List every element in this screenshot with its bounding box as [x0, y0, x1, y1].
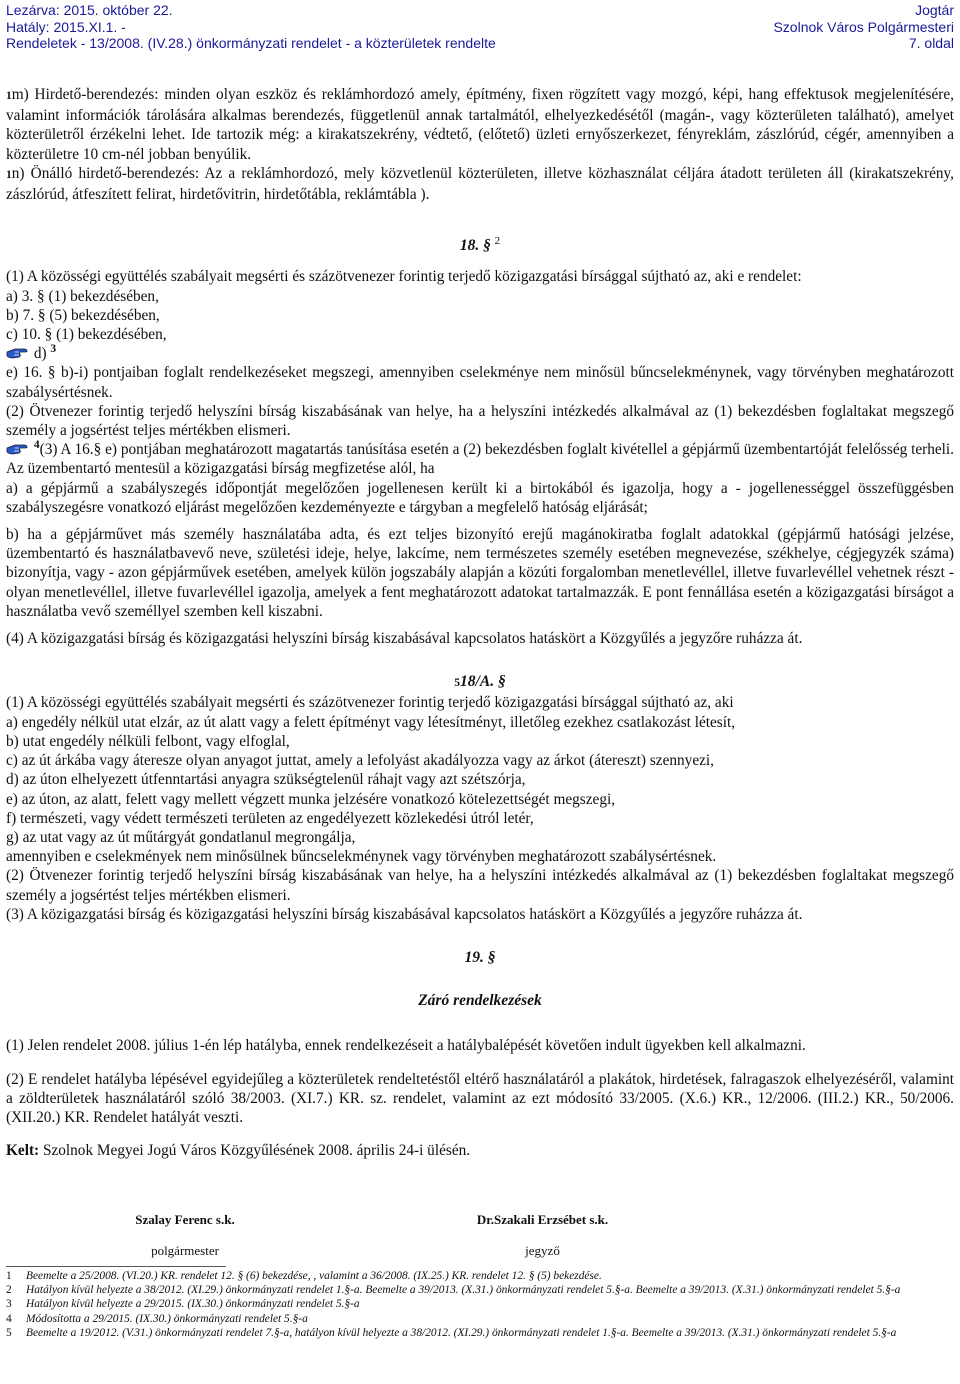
- s18a-p1: (1) A közösségi együttélés szabályait megsérti és százötvenezer forintig terjedő közigazgatási bírsággal sújtható az, aki: [6, 694, 734, 712]
- s18a-item: e) az úton, az alatt, felett vagy mellett végzett munka jelzésére vonatkozó kötelezettségét megszegi,: [6, 790, 616, 808]
- footnote-ref[interactable]: 1: [6, 90, 12, 102]
- header-closed-date: Lezárva: 2015. október 22.: [6, 2, 173, 18]
- footnote-divider: [6, 1266, 226, 1267]
- s18-p3: $^4$(3) A 16.§ e) pontjában meghatározott magatartás tanúsítása esetén a (2) bekezdésben foglalt kivétellel a gépjármű üzembentartóját felelősség terheli. Az üzembentartó mentesül a közigazgatási bírság megfizetése alól, ha: [6, 439, 954, 478]
- s18a-item: a) engedély nélkül utat elzár, az út alatt vagy a felett építményt vagy létesítményt, illetőleg ezekhez csatlakozást létesít,: [6, 713, 736, 731]
- s19-p1: (1) Jelen rendelet 2008. július 1-én lép hatályba, ennek rendelkezéseit a hatálybalépését követően indult ügyekben kell alkalmazni.: [6, 1037, 806, 1055]
- paragraph-n: 1n) Önálló hirdető-berendezés: Az a reklámhordozó, mely közvetlenül közterületen, illetve közhasználat céljára átadott területen áll (kirakatszekrény, zászlórúd, átfeszített felirat, hirdetővitrin, hirdetőtábla, reklámtábla ).: [6, 164, 954, 204]
- s18-p4: (4) A közigazgatási bírság és közigazgatási helyszíni bírság kiszabásával kapcsolatos hatáskört a Közgyűlés a jegyzőre ruházza át.: [6, 630, 803, 648]
- signature-notary: Dr.Szakali Erzsébet s.k. jegyző: [476, 1212, 609, 1258]
- header-effective: Hatály: 2015.XI.1. -: [6, 18, 126, 35]
- footnote-ref[interactable]: 2: [494, 235, 501, 248]
- header-office: Szolnok Város Polgármesteri: [773, 18, 954, 35]
- header-brand: Jogtár: [915, 2, 954, 18]
- paragraph-m: 1m) Hirdető-berendezés: minden olyan eszköz és reklámhordozó amely, építmény, fixen rögzített vagy mozgó, képi, hang effektusok megjelenítésére, valamint információk tárolására alkalmas berendezés, függetlenül annak tartalmától, elhelyezkedésétől (magán-, vagy közterületen található), amelyet közterületről érzékelni lehet. Ide tartozik még: a kirakatszekrény, védtető, (előtető) üzleti ernyőszerkezet, fényreklám, zászlórúd, cégér, amennyiben a közterületre 10 cm-nél jobban benyúlik.: [6, 86, 954, 163]
- section-18a-title: 518/A. §: [454, 673, 506, 691]
- section-19-subtitle: Záró rendelkezések: [418, 992, 542, 1010]
- s18a-item: g) az utat vagy az út műtárgyát gondatlanul megrongálja,: [6, 828, 356, 846]
- s18a-p3: (3) A közigazgatási bírság és közigazgatási helyszíni bírság kiszabásával kapcsolatos hatáskört a Közgyűlés a jegyzőre ruházza át.: [6, 905, 803, 923]
- s18a-item: f) természeti, vagy védett természeti területen az engedélyezett közlekedési útról letér,: [6, 809, 534, 827]
- s18-a: a) 3. § (1) bekezdésében,: [6, 287, 159, 305]
- kelt-line: Kelt: Szolnok Megyei Jogú Város Közgyűlésének 2008. április 24-i ülésén.: [6, 1142, 471, 1160]
- footnotes: [6, 1269, 954, 1340]
- footnote-ref[interactable]: 3: [50, 343, 57, 356]
- footnote-ref[interactable]: 1: [6, 168, 12, 181]
- s18-p3a: a) a gépjármű a szabályszegés időpontját megelőzően jogellenesen került ki a birtokából és igazolja, hogy a - jogellenességgel összefüggésben szabályszegésre vonatkozó eljárást megelőzően kezdeményezte e tárgyban a megfelelő hatóság eljárását;: [6, 479, 954, 516]
- s18-c: c) 10. § (1) bekezdésében,: [6, 326, 167, 344]
- s18-d: d) $^3$: [6, 344, 954, 363]
- footnote-item: 2 Hatályon kívül helyezte a 38/2012. (XI.29.) önkormányzati rendelet 1.§-a. Beemelte a 39/2013. (X.31.) önkormányzati rendelet 5.§-a. Beemelte a 39/2013. (X.31.) önkormányzati rendelet 5.§-a: [6, 1284, 901, 1297]
- footnote-item: 4 Módosította a 29/2015. (IX.30.) önkormányzati rendelet 5.§-a: [6, 1312, 308, 1325]
- document-body: [6, 85, 954, 1160]
- header-right: [773, 2, 954, 52]
- s18a-item: amennyiben e cselekmények nem minősülnek bűncselekménynek vagy törvényben meghatározott szabálysértésnek.: [6, 848, 717, 866]
- header-regulation: Rendeletek - 13/2008. (IV.28.) önkormányzati rendelet - a közterületek rendelte: [6, 35, 496, 51]
- pointing-hand-icon[interactable]: [6, 442, 28, 456]
- footnote-item: 5 Beemelte a 19/2012. (V.31.) önkormányzati rendelet 7.§-a, hatályon kívül helyezte a 38/2012. (XI.29.) önkormányzati rendelet 1.§-a. Beemelte a 39/2013. (X.31.) önkormányzati rendelet 5.§-a: [6, 1326, 897, 1339]
- pointing-hand-icon[interactable]: [6, 346, 28, 360]
- s18-p1: (1) A közösségi együttélés szabályait megsérti és százötvenezer forintig terjedő közigazgatási bírsággal sújtható az, aki e rendelet:: [6, 268, 802, 286]
- s18a-item: b) utat engedély nélküli felbont, vagy elfoglal,: [6, 732, 290, 750]
- signature-mayor: Szalay Ferenc s.k. polgármester: [135, 1212, 235, 1258]
- s18a-item: c) az út árkába vagy áteresze olyan anyagot juttat, amely a lefolyást akadályozza vagy az árkot (átereszt) szennyezi,: [6, 752, 714, 770]
- header-page-number: 7. oldal: [908, 35, 954, 51]
- header-left: [6, 2, 496, 52]
- s19-p2: (2) E rendelet hatályba lépésével egyidejűleg a közterületek rendeltetéstől eltérő használatáról a plakátok, hirdetések, falragaszok elhelyezéséről, valamint a zöldterületek használatáról szóló 38/2003. (XI.7.) KR. sz. rendelet, valamint az ezt módosító 33/2005. (X.6.) KR., 12/2006. (III.2.) KR., 50/2006. (XII.20.) KR. Rendelet hatályát veszti.: [6, 1070, 954, 1126]
- section-19-title: 19. §: [464, 948, 496, 966]
- footnote-item: 3 Hatályon kívül helyezte a 29/2015. (IX.30.) önkormányzati rendelet 5.§-a: [6, 1298, 360, 1311]
- s18-e: e) 16. § b)-i) pontjaiban foglalt rendelkezéseket megszegi, amennyiben cselekménye nem minősül bűncselekménynek, vagy törvényben meghatározott szabálysértésnek.: [6, 364, 954, 401]
- footnote-ref[interactable]: 4: [33, 439, 40, 452]
- section-18-title: 18. § $^2$: [459, 235, 501, 255]
- s18-p3b: b) ha a gépjárművet más személy használatába adta, és ezt teljes bizonyító erejű magánokiratba foglalt adatokkal (gépjármű hatósági jelzése, üzembentartó és használatbavevő neve, születési ideje, helye, lakcíme, nem természetes személy esetében megnevezése, székhelye, cégjegyzék száma) bizonyítja, vagy - azon gépjárművek esetében, amelyek külön jogszabály alapján a közúti forgalomban menetlevéllel, illetve fuvarlevéllel vehetnek részt - olyan menetlevéllel, illetve fuvarlevéllel igazolja, amelyek a fent meghatározott adatokat tartalmazzák. E pont fennállása esetén a közigazgatási bírságot a használatba vevő személlyel szemben kell kiszabni.: [6, 526, 954, 620]
- footnote-item: 1 Beemelte a 25/2008. (VI.20.) KR. rendelet 12. § (6) bekezdése, , valamint a 36/2008. (IX.25.) KR. rendelet 12. § (5) bekezdése.: [6, 1270, 602, 1282]
- s18a-p2: (2) Ötvenezer forintig terjedő helyszíni bírság kiszabásának van helye, ha a helyszíni intézkedés alkalmával az (1) bekezdésben foglaltakat megszegő személy a jogsértést teljes mértékben elismeri.: [6, 867, 954, 904]
- footnote-ref[interactable]: 5: [454, 677, 461, 690]
- s18a-item: d) az úton elhelyezett útfenntartási anyagra szükségtelenül ráhajt vagy azt szétszórja,: [6, 771, 526, 789]
- s18-b: b) 7. § (5) bekezdésében,: [6, 306, 160, 324]
- s18-p2: (2) Ötvenezer forintig terjedő helyszíni bírság kiszabásának van helye, ha a helyszíni intézkedés alkalmával az (1) bekezdésben foglaltakat megszegő személy a jogsértést teljes mértékben elismeri.: [6, 402, 954, 440]
